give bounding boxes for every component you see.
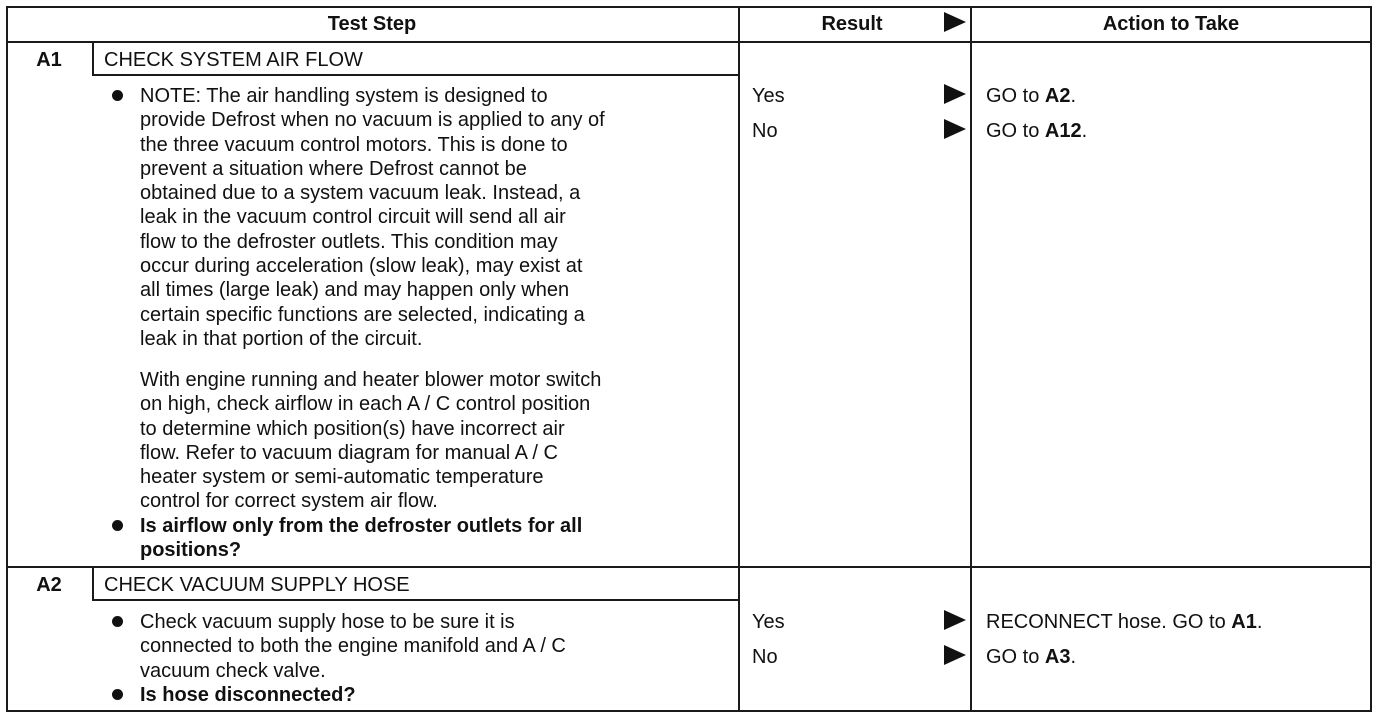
a1-title-underline: [92, 74, 740, 76]
step-id-a2: A2: [36, 574, 62, 596]
note-line: prevent a situation where Defrost cannot be: [140, 157, 527, 180]
step-id-a1: A1: [36, 49, 62, 71]
table-border-right: [1370, 6, 1372, 712]
action-text: GO to: [986, 85, 1045, 107]
step-title-a1: CHECK SYSTEM AIR FLOW: [104, 49, 363, 71]
a2-check-block: [140, 610, 566, 683]
bullet-icon: [112, 616, 123, 627]
bullet-icon: [112, 689, 123, 700]
note-line: certain specific functions are selected, indicating a: [140, 303, 585, 326]
procedure-line: flow. Refer to vacuum diagram for manual A / C: [140, 441, 558, 464]
action-a1-no: [986, 119, 1087, 143]
note-line: the three vacuum control motors. This is done to: [140, 133, 568, 156]
a1-id-divider: [92, 41, 94, 76]
action-end: .: [1070, 85, 1077, 107]
action-end: .: [1081, 120, 1088, 142]
note-line: occur during acceleration (slow leak), may exist at: [140, 255, 583, 278]
column-divider-result: [738, 6, 740, 712]
result-yes: Yes: [752, 85, 785, 107]
section-divider: [6, 566, 1372, 568]
a2-title-underline: [92, 599, 740, 601]
note-line: NOTE: The air handling system is designed to: [140, 85, 548, 107]
header-result: Result: [821, 13, 883, 35]
result-no: No: [752, 120, 778, 142]
result-no: No: [752, 646, 778, 668]
column-divider-action: [970, 6, 972, 712]
header-test-step: Test Step: [327, 13, 417, 35]
header-divider: [6, 41, 1372, 43]
action-a2-no: [986, 645, 1076, 669]
bullet-icon: [112, 520, 123, 531]
action-text: RECONNECT hose. GO to: [986, 611, 1232, 633]
action-target: A1: [1231, 611, 1257, 633]
note-line: leak in the vacuum control circuit will send all air: [140, 206, 566, 229]
bullet-icon: [112, 90, 123, 101]
action-a2-yes: [986, 610, 1262, 634]
note-line: obtained due to a system vacuum leak. Instead, a: [140, 182, 581, 205]
check-line: vacuum check valve.: [140, 659, 326, 682]
note-line: flow to the defroster outlets. This condition may: [140, 230, 558, 253]
action-text: GO to: [986, 646, 1045, 668]
diagnostic-table: [6, 6, 1372, 712]
action-end: .: [1256, 611, 1263, 633]
arrow-icon: [944, 645, 966, 665]
question-line: positions?: [140, 539, 242, 562]
arrow-icon: [944, 119, 966, 139]
result-yes: Yes: [752, 611, 785, 633]
question-line: Is hose disconnected?: [140, 684, 356, 706]
action-target: A2: [1044, 85, 1071, 107]
a1-procedure-block: [140, 368, 601, 514]
question-line: Is airflow only from the defroster outlets for all: [140, 515, 583, 537]
table-border-top: [6, 6, 1372, 8]
arrow-icon: [944, 610, 966, 630]
procedure-line: on high, check airflow in each A / C control position: [140, 393, 591, 416]
procedure-line: With engine running and heater blower motor switch: [140, 369, 602, 391]
arrow-icon: [944, 84, 966, 104]
procedure-line: heater system or semi-automatic temperature: [140, 466, 544, 489]
a1-question-block: [140, 514, 582, 563]
note-line: all times (large leak) and may happen only when: [140, 279, 570, 302]
procedure-line: to determine which position(s) have incorrect air: [140, 417, 565, 440]
note-line: leak in that portion of the circuit.: [140, 327, 423, 350]
arrow-icon: [944, 12, 966, 32]
a1-note-block: [140, 84, 605, 351]
note-line: provide Defrost when no vacuum is applied to any of: [140, 109, 605, 132]
table-border-left: [6, 6, 8, 712]
table-border-bottom: [6, 710, 1372, 712]
action-target: A3: [1044, 646, 1071, 668]
check-line: Check vacuum supply hose to be sure it is: [140, 611, 515, 633]
action-text: GO to: [986, 120, 1045, 142]
check-line: connected to both the engine manifold and A / C: [140, 635, 566, 658]
action-a1-yes: [986, 84, 1076, 108]
a2-id-divider: [92, 566, 94, 601]
procedure-line: control for correct system air flow.: [140, 490, 438, 513]
step-title-a2: CHECK VACUUM SUPPLY HOSE: [104, 574, 410, 596]
header-action: Action to Take: [1102, 13, 1240, 35]
action-target: A12: [1044, 120, 1082, 142]
action-end: .: [1070, 646, 1077, 668]
